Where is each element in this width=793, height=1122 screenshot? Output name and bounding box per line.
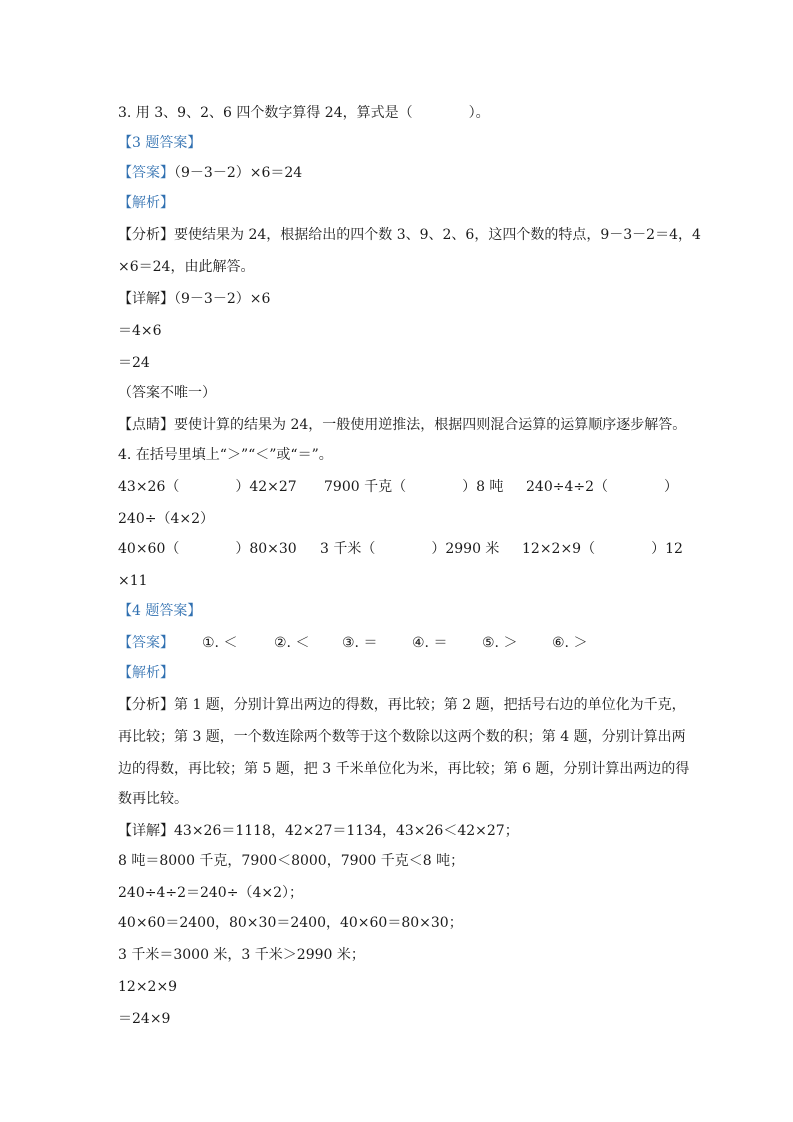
detail-label: 【详解】 [118,823,174,839]
q3-detail-line3: ＝24 [118,355,150,371]
q4-analysis-line2: 再比较；第 3 题，一个数连除两个数等于这个数除以这两个数的积；第 4 题，分别计算出两 [118,729,686,745]
analysis-text: 第 1 题，分别计算出两边的得数，再比较；第 2 题，把括号右边的单位化为千克， [174,697,686,713]
q4-row2-cont: ×11 [118,573,148,589]
q3-answer-header: 【3 题答案】 [118,135,202,151]
q3-detail-line1 [118,290,688,308]
q3-tip [118,416,688,434]
q4-analysis-header: 【解析】 [118,665,174,681]
q3-answer [118,164,688,182]
q4-answer-2: ②. ＜ [274,635,310,651]
q4-detail-line3: 240÷4÷2＝240÷（4×2）； [118,885,303,901]
q4-row1-cont: 240÷（4×2） [118,511,214,527]
analysis-label: 【分析】 [118,697,174,713]
q3-analysis-header: 【解析】 [118,195,174,211]
q4-answer-header: 【4 题答案】 [118,603,202,619]
q4-item-3: 240÷4÷2（ ） [526,479,678,495]
q4-detail-line1 [118,822,688,840]
q4-item-5: 3 千米（ ）2990 米 [320,541,500,557]
q4-detail-line2: 8 吨＝8000 千克，7900＜8000，7900 千克＜8 吨； [118,853,465,869]
q4-detail-line7: ＝24×9 [118,1011,171,1027]
tip-label: 【点睛】 [118,417,174,433]
q3-analysis-line2: ×6＝24，由此解答。 [118,259,255,275]
q3-analysis-line1 [118,226,701,244]
detail-label: 【详解】 [118,291,174,307]
q4-row2 [118,540,688,558]
q4-item-6: 12×2×9（ ）12 [522,541,683,557]
q4-item-2: 7900 千克（ ）8 吨 [324,479,504,495]
q4-answer-3: ③. ＝ [342,635,378,651]
detail-text: 43×26＝1118，42×27＝1134，43×26＜42×27； [174,823,519,839]
q4-item-1: 43×26（ ）42×27 [118,479,297,495]
q4-answer-1: ①. ＜ [202,635,238,651]
q4-row1 [118,478,688,496]
q4-detail-line4: 40×60＝2400，80×30＝2400，40×60＝80×30； [118,915,463,931]
q4-analysis-line4: 数再比较。 [118,791,188,807]
analysis-label: 【分析】 [118,227,174,243]
q4-analysis-line1 [118,696,688,714]
detail-text: （9－3－2）×6 [174,291,271,307]
q4-answer-5: ⑤. ＞ [482,635,518,651]
answer-label: 【答案】 [118,635,174,651]
q3-question: 3. 用 3、9、2、6 四个数字算得 24，算式是（ ）。 [118,105,490,121]
q4-detail-line6: 12×2×9 [118,979,178,995]
tip-text: 要使计算的结果为 24，一般使用逆推法，根据四则混合运算的运算顺序逐步解答。 [174,417,687,433]
q4-answer-6: ⑥. ＞ [552,635,588,651]
q4-answer-4: ④. ＝ [412,635,448,651]
q3-note: （答案不唯一） [118,385,216,401]
q4-item-4: 40×60（ ）80×30 [118,541,297,557]
answer-label: 【答案】 [118,165,174,181]
answer-text: （9－3－2）×6＝24 [174,165,303,181]
q4-detail-line5: 3 千米＝3000 米，3 千米＞2990 米； [118,947,365,963]
q4-analysis-line3: 边的得数，再比较；第 5 题，把 3 千米单位化为米，再比较；第 6 题，分别计算出两边的得 [118,761,690,777]
q3-detail-line2: ＝4×6 [118,323,162,339]
q4-question: 4. 在括号里填上“＞”“＜”或“＝”。 [118,447,333,463]
q4-answer-row [118,634,688,652]
analysis-text: 要使结果为 24，根据给出的四个数 3、9、2、6，这四个数的特点，9－3－2＝4，4 [174,227,701,243]
